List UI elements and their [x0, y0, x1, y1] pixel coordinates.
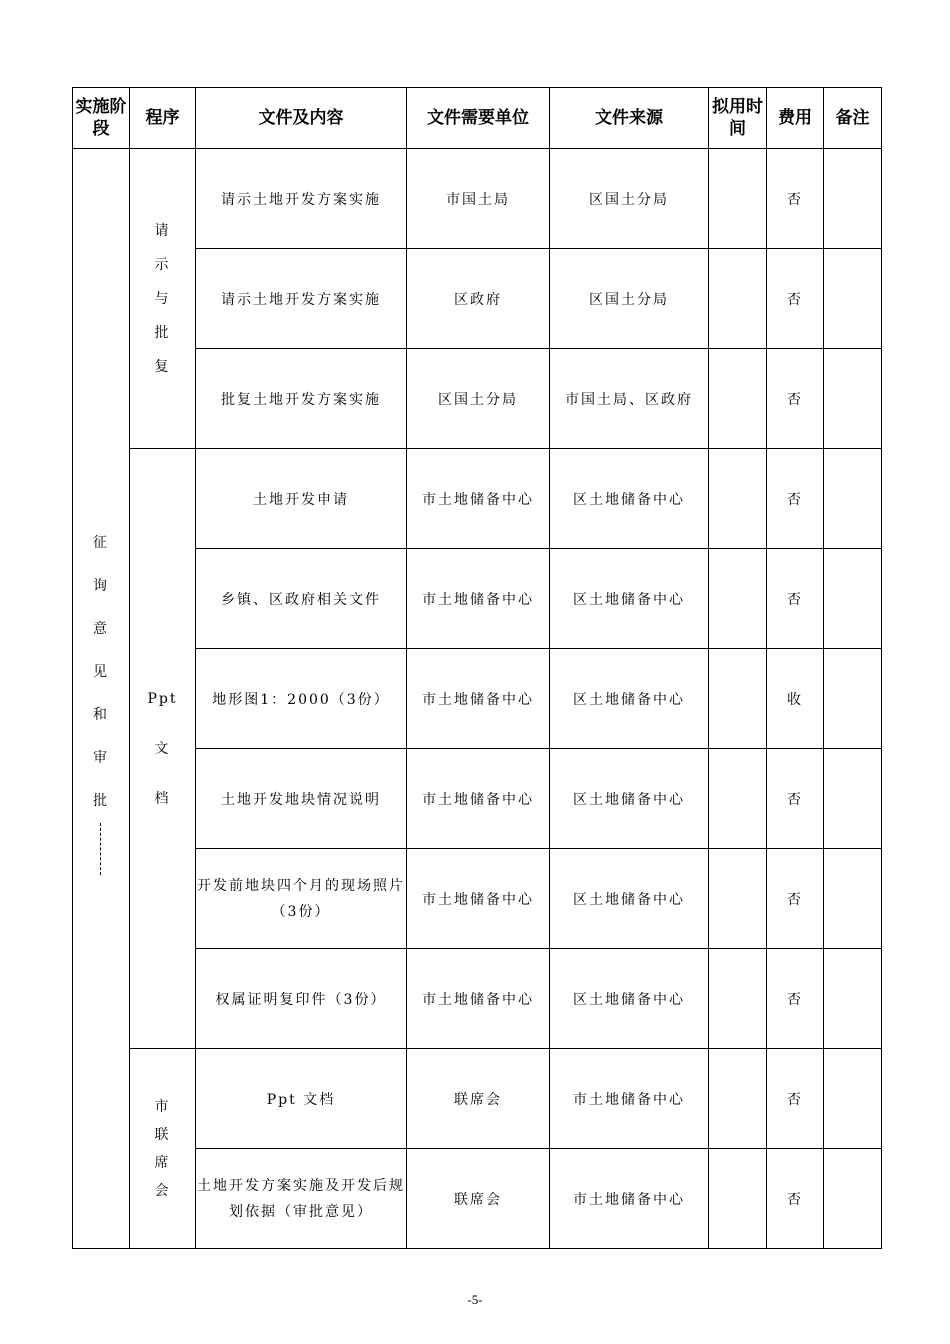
fee-cell: 否 [767, 149, 824, 249]
content-cell: 土地开发方案实施及开发后规划依据（审批意见） [196, 1149, 407, 1249]
fee-cell: 否 [767, 449, 824, 549]
time-cell [709, 1049, 767, 1149]
header-unit: 文件需要单位 [407, 88, 550, 149]
time-cell [709, 149, 767, 249]
source-cell: 市国土局、区政府 [550, 349, 709, 449]
fee-cell: 否 [767, 1049, 824, 1149]
procedure-cell [130, 149, 196, 449]
implementation-table [72, 87, 882, 1249]
content-cell: 土地开发申请 [196, 449, 407, 549]
content-cell: Ppt 文档 [196, 1049, 407, 1149]
table-row [73, 449, 882, 549]
content-cell: 土地开发地块情况说明 [196, 749, 407, 849]
source-cell: 市土地储备中心 [550, 1149, 709, 1249]
time-cell [709, 249, 767, 349]
header-fee: 费用 [767, 88, 824, 149]
note-cell [824, 849, 882, 949]
fee-cell: 收 [767, 649, 824, 749]
content-cell: 批复土地开发方案实施 [196, 349, 407, 449]
stage-label: 征 询 意 见 和 审 批 [93, 535, 109, 809]
fee-cell: 否 [767, 1149, 824, 1249]
procedure-label: Ppt 文 档 [147, 690, 178, 807]
fee-cell: 否 [767, 749, 824, 849]
note-cell [824, 149, 882, 249]
time-cell [709, 649, 767, 749]
source-cell: 区土地储备中心 [550, 849, 709, 949]
note-cell [824, 249, 882, 349]
table-header-row [73, 88, 882, 149]
unit-cell: 市土地储备中心 [407, 949, 550, 1049]
header-note: 备注 [824, 88, 882, 149]
table-row [73, 149, 882, 249]
header-stage: 实施阶段 [73, 88, 130, 149]
note-cell [824, 549, 882, 649]
time-cell [709, 449, 767, 549]
unit-cell: 市土地储备中心 [407, 649, 550, 749]
source-cell: 区土地储备中心 [550, 749, 709, 849]
source-cell: 区土地储备中心 [550, 649, 709, 749]
note-cell [824, 1049, 882, 1149]
note-cell [824, 949, 882, 1049]
fee-cell: 否 [767, 849, 824, 949]
fee-cell: 否 [767, 349, 824, 449]
procedure-cell [130, 449, 196, 1049]
unit-cell: 区国土分局 [407, 349, 550, 449]
unit-cell: 市土地储备中心 [407, 449, 550, 549]
procedure-cell [130, 1049, 196, 1249]
content-cell: 开发前地块四个月的现场照片（3份） [196, 849, 407, 949]
source-cell: 区国土分局 [550, 149, 709, 249]
content-cell: 请示土地开发方案实施 [196, 249, 407, 349]
content-cell: 请示土地开发方案实施 [196, 149, 407, 249]
time-cell [709, 549, 767, 649]
fee-cell: 否 [767, 249, 824, 349]
fee-cell: 否 [767, 949, 824, 1049]
note-cell [824, 449, 882, 549]
fee-cell: 否 [767, 549, 824, 649]
unit-cell: 联席会 [407, 1149, 550, 1249]
time-cell [709, 749, 767, 849]
source-cell: 市土地储备中心 [550, 1049, 709, 1149]
content-cell: 权属证明复印件（3份） [196, 949, 407, 1049]
page-number: -5- [467, 1292, 483, 1307]
note-cell [824, 349, 882, 449]
stage-cell [73, 149, 130, 1249]
procedure-label: 市 联 席 会 [154, 1098, 171, 1199]
note-cell [824, 1149, 882, 1249]
time-cell [709, 349, 767, 449]
unit-cell: 市土地储备中心 [407, 849, 550, 949]
source-cell: 区国土分局 [550, 249, 709, 349]
unit-cell: 联席会 [407, 1049, 550, 1149]
time-cell [709, 849, 767, 949]
source-cell: 区土地储备中心 [550, 949, 709, 1049]
source-cell: 区土地储备中心 [550, 549, 709, 649]
dashed-divider [100, 823, 102, 875]
header-source: 文件来源 [550, 88, 709, 149]
note-cell [824, 749, 882, 849]
unit-cell: 市土地储备中心 [407, 549, 550, 649]
source-cell: 区土地储备中心 [550, 449, 709, 549]
unit-cell: 区政府 [407, 249, 550, 349]
time-cell [709, 1149, 767, 1249]
unit-cell: 市土地储备中心 [407, 749, 550, 849]
unit-cell: 市国土局 [407, 149, 550, 249]
content-cell: 地形图1：2000（3份） [196, 649, 407, 749]
procedure-label: 请 示 与 批 复 [154, 222, 171, 375]
header-procedure: 程序 [130, 88, 196, 149]
header-content: 文件及内容 [196, 88, 407, 149]
content-cell: 乡镇、区政府相关文件 [196, 549, 407, 649]
time-cell [709, 949, 767, 1049]
note-cell [824, 649, 882, 749]
header-time: 拟用时间 [709, 88, 767, 149]
table-row [73, 1049, 882, 1149]
